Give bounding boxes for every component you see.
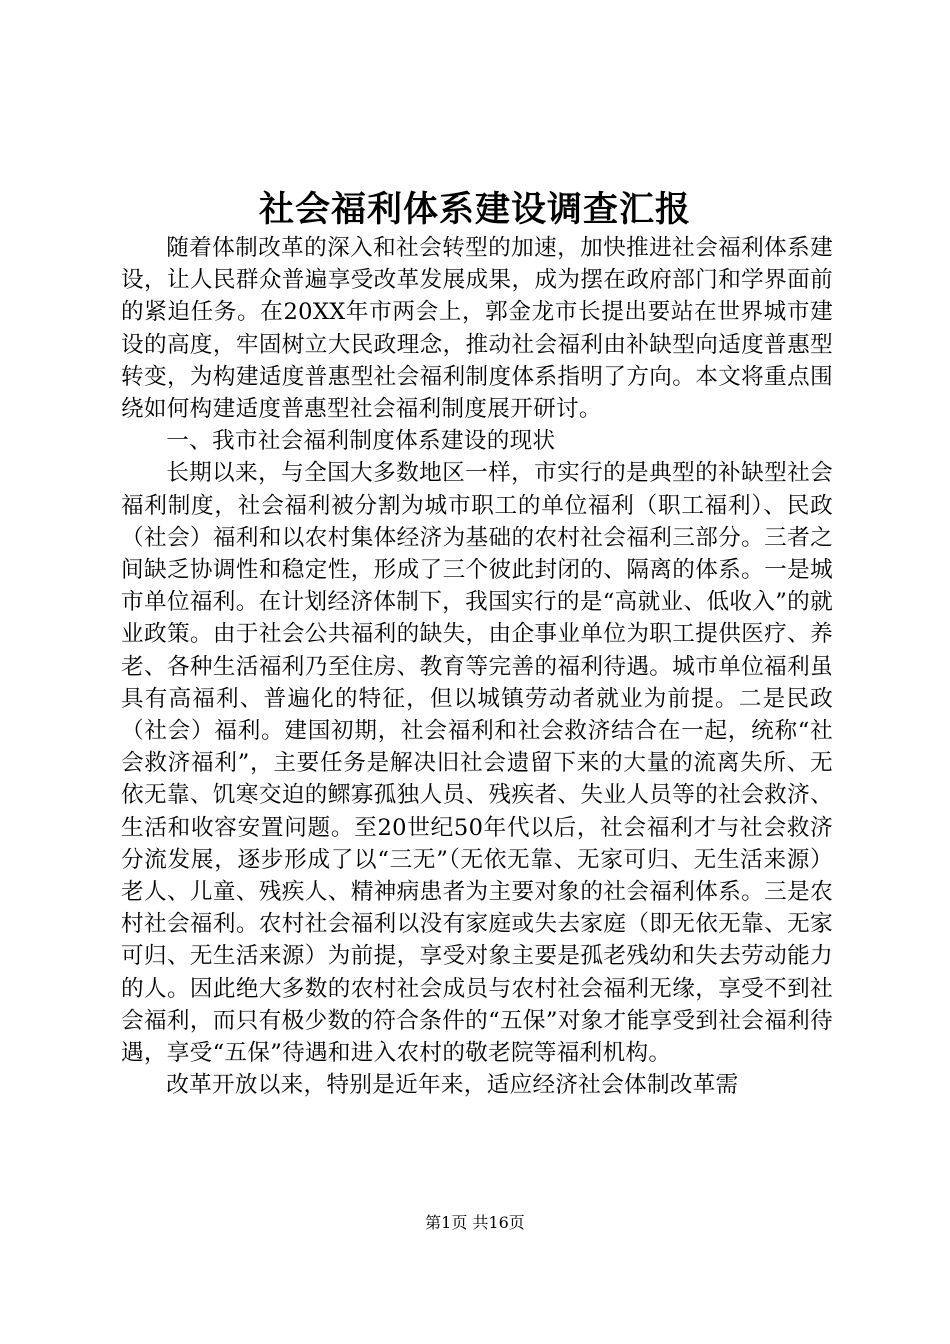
- paragraph-intro: 随着体制改革的深入和社会转型的加速，加快推进社会福利体系建设，让人民群众普遍享受改革发展成果，成为摆在政府部门和学界面前的紧迫任务。在20XX年市两会上，郭金龙市长提出要站在世界城市建设的高度，牢固树立大民政理念，推动社会福利由补缺型向适度普惠型转变，为构建适度普惠型社会福利制度体系指明了方向。本文将重点围绕如何构建适度普惠型社会福利制度展开研讨。: [121, 235, 833, 423]
- page-number: 第1页 共16页: [425, 1213, 525, 1232]
- document-body: [121, 232, 833, 1101]
- section-heading: 一、我市社会福利制度体系建设的现状: [166, 428, 556, 455]
- paragraph-status: 长期以来，与全国大多数地区一样，市实行的是典型的补缺型社会福利制度，社会福利被分割为城市职工的单位福利（职工福利）、民政（社会）福利和以农村集体经济为基础的农村社会福利三部分。三者之间缺乏协调性和稳定性，形成了三个彼此封闭的、隔离的体系。一是城市单位福利。在计划经济体制下，我国实行的是“高就业、低收入”的就业政策。由于社会公共福利的缺失，由企事业单位为职工提供医疗、养老、各种生活福利乃至住房、教育等完善的福利待遇。城市单位福利虽具有高福利、普遍化的特征，但以城镇劳动者就业为前提。二是民政（社会）福利。建国初期，社会福利和社会救济结合在一起，统称“社会救济福利”，主要任务是解决旧社会遗留下来的大量的流离失所、无依无靠、饥寒交迫的鳏寡孤独人员、残疾者、失业人员等的社会救济、生活和收容安置问题。至20世纪50年代以后，社会福利才与社会救济分流发展，逐步形成了以“三无”（无依无靠、无家可归、无生活来源）老人、儿童、残疾人、精神病患者为主要对象的社会福利体系。三是农村社会福利。农村社会福利以没有家庭或失去家庭（即无依无靠、无家可归、无生活来源）为前提，享受对象主要是孤老残幼和失去劳动能力的人。因此绝大多数的农村社会成员与农村社会福利无缘，享受不到社会福利，而只有极少数的符合条件的“五保”对象才能享受到社会福利待遇，享受“五保”待遇和进入农村的敬老院等福利机构。: [121, 460, 833, 1067]
- document-title: 社会福利体系建设调查汇报: [258, 190, 691, 230]
- paragraph-reform: 改革开放以来，特别是近年来，适应经济社会体制改革需: [166, 1072, 739, 1099]
